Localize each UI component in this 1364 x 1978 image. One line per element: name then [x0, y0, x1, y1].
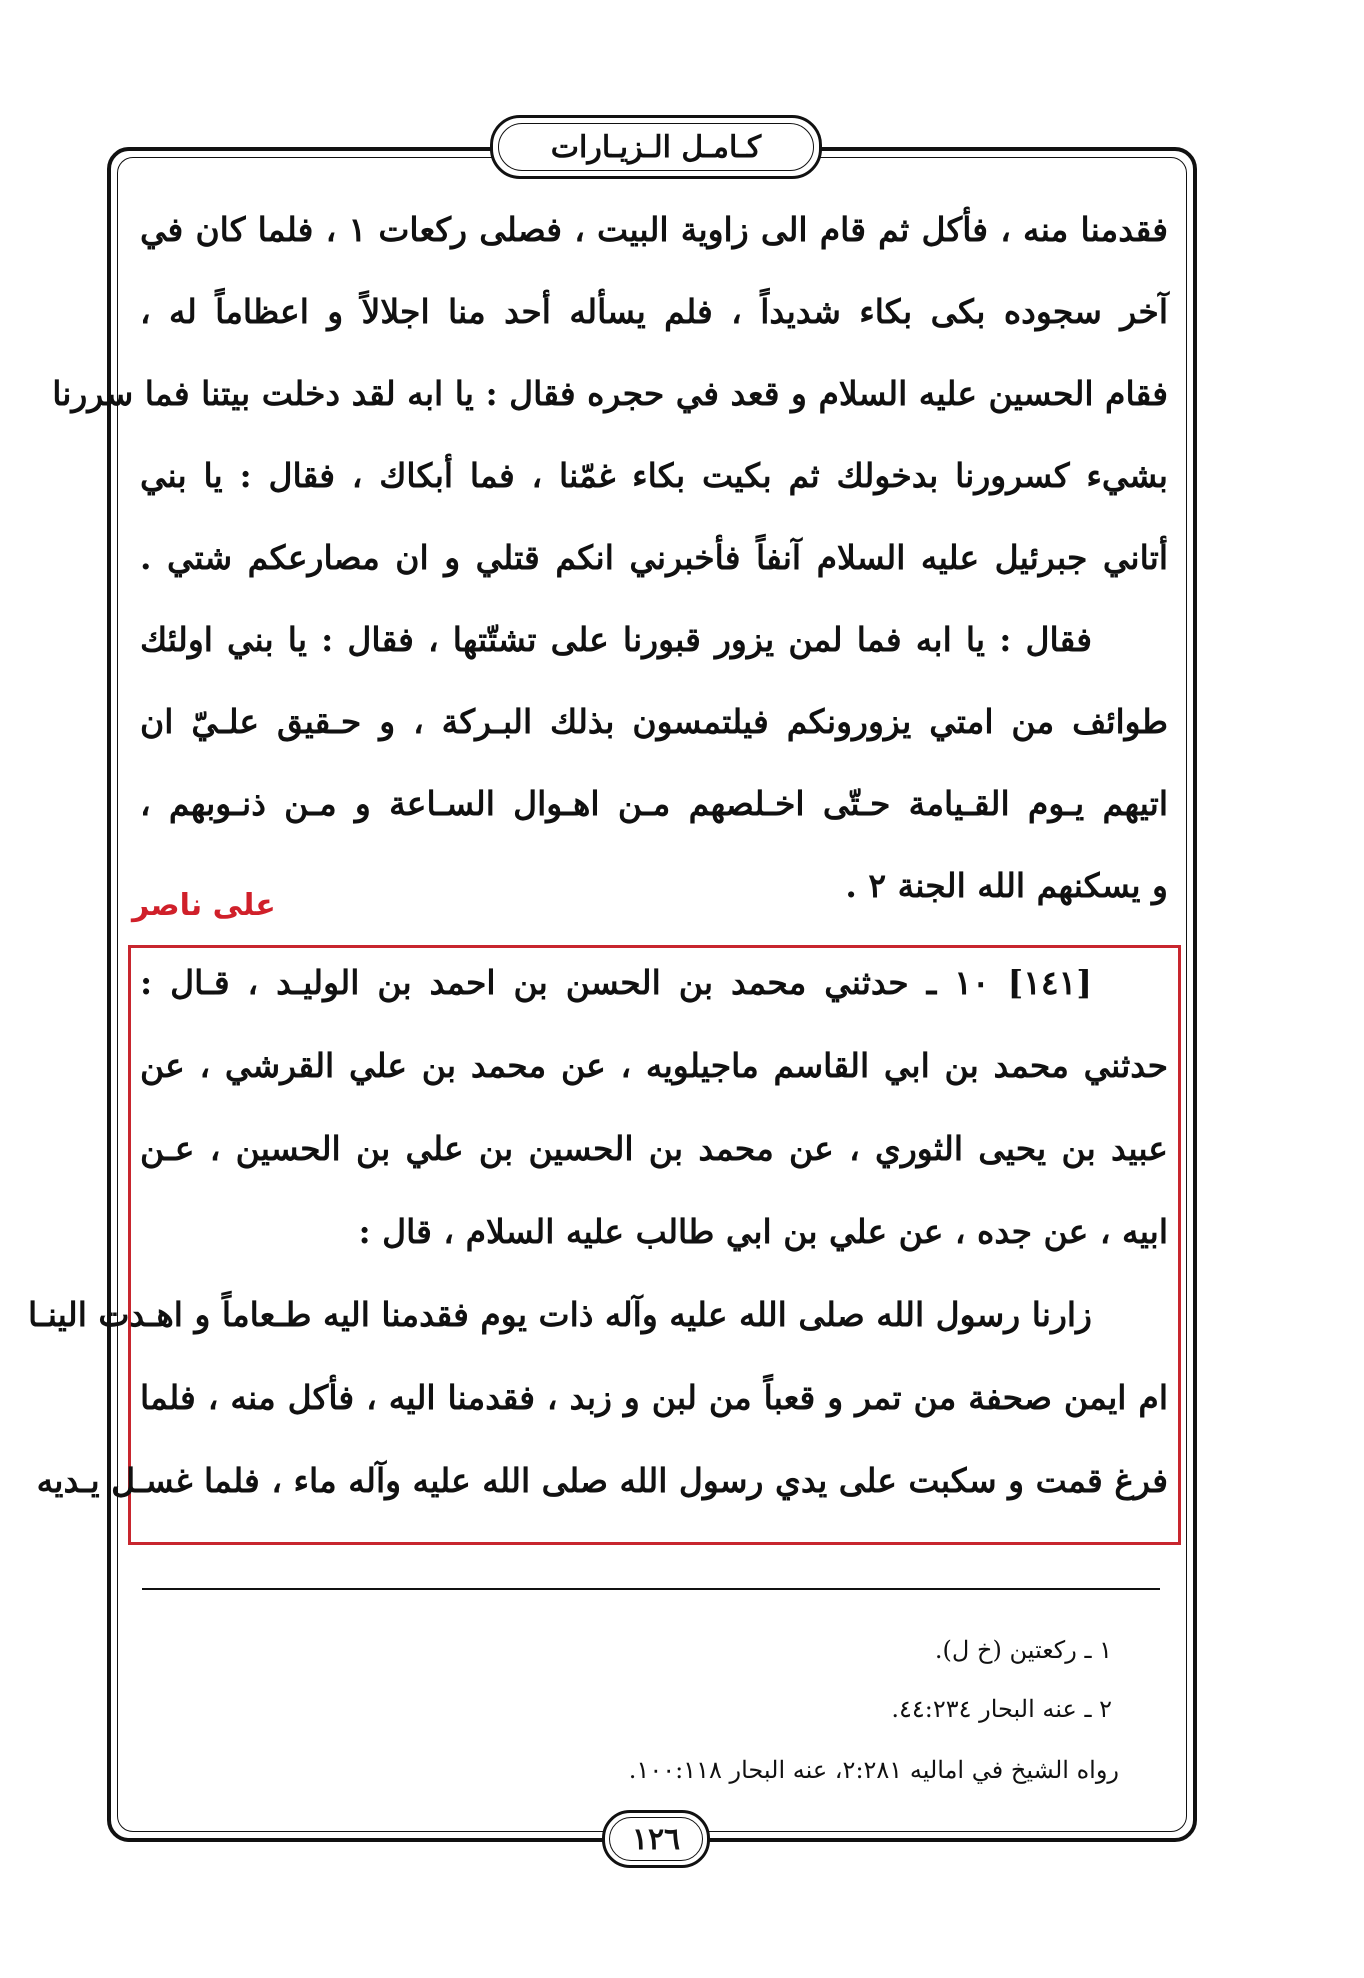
footnote: ١ ـ ركعتين (خ ل). [934, 1636, 1112, 1664]
hadith-line: ام ايمن صحفة من تمر و قعباً من لبن و زبد ، فقدمنا اليه ، فأكل منه ، فلما [140, 1378, 1168, 1417]
hadith-line: ابيه ، عن جده ، عن علي بن ابي طالب عليه السلام ، قال : [358, 1212, 1168, 1251]
body-line: اتيهم يـوم القـيامة حـتّى اخـلصهم مـن اهـوال السـاعة و مـن ذنـوبهم ، [140, 784, 1168, 823]
hadith-line: زارنا رسول الله صلى الله عليه وآله ذات يوم فقدمنا اليه طـعاماً و اهـدت الينـا [28, 1295, 1092, 1334]
body-line: آخر سجوده بكى بكاء شديداً ، فلم يسأله أحد منا اجلالاً و اعظاماً له ، [140, 292, 1168, 331]
footnote: رواه الشيخ في اماليه ٢:٢٨١، عنه البحار ١٠٠:١١٨. [628, 1756, 1119, 1784]
body-line: طوائف من امتي يزورونكم فيلتمسون بذلك البـركة ، و حـقيق علـيّ ان [140, 702, 1168, 741]
running-header [490, 115, 822, 179]
footnote: ٢ ـ عنه البحار ٤٤:٢٣٤. [891, 1695, 1112, 1723]
body-line: فقال : يا ابه فما لمن يزور قبورنا على تشتّتها ، فقال : يا بني اولئك [140, 620, 1092, 659]
body-line: فقدمنا منه ، فأكل ثم قام الى زاوية البيت ، فصلى ركعات ١ ، فلما كان في [140, 210, 1168, 249]
body-line: بشيء كسرورنا بدخولك ثم بكيت بكاء غمّنا ، فما أبكاك ، فقال : يا بني [140, 456, 1168, 495]
hadith-line: فرغ قمت و سكبت على يدي رسول الله صلى الله عليه وآله ماء ، فلما غسـل يـديه [36, 1461, 1168, 1500]
body-line: و يسكنهم الله الجنة ٢ . [845, 866, 1168, 905]
hadith-line: [١٤١] ١٠ ـ حدثني محمد بن الحسن بن احمد بن الوليـد ، قـال : [140, 963, 1093, 1002]
hadith-line: حدثني محمد بن ابي القاسم ماجيلويه ، عن محمد بن علي القرشي ، عن [140, 1046, 1168, 1085]
footnote-separator [142, 1588, 1160, 1590]
hadith-line: عبيد بن يحيى الثوري ، عن محمد بن الحسين بن علي بن الحسين ، عـن [140, 1129, 1168, 1168]
page-number: ١٢٦ [631, 1821, 681, 1857]
book-title: كـامـل الـزيـارات [550, 129, 762, 165]
page-number-box [602, 1810, 710, 1868]
body-line: فقام الحسين عليه السلام و قعد في حجره فقال : يا ابه لقد دخلت بيتنا فما سررنا [52, 374, 1168, 413]
handwritten-annotation: على ناصر [132, 888, 276, 923]
body-line: أتاني جبرئيل عليه السلام آنفاً فأخبرني انكم قتلي و ان مصارعكم شتي . [140, 538, 1168, 577]
